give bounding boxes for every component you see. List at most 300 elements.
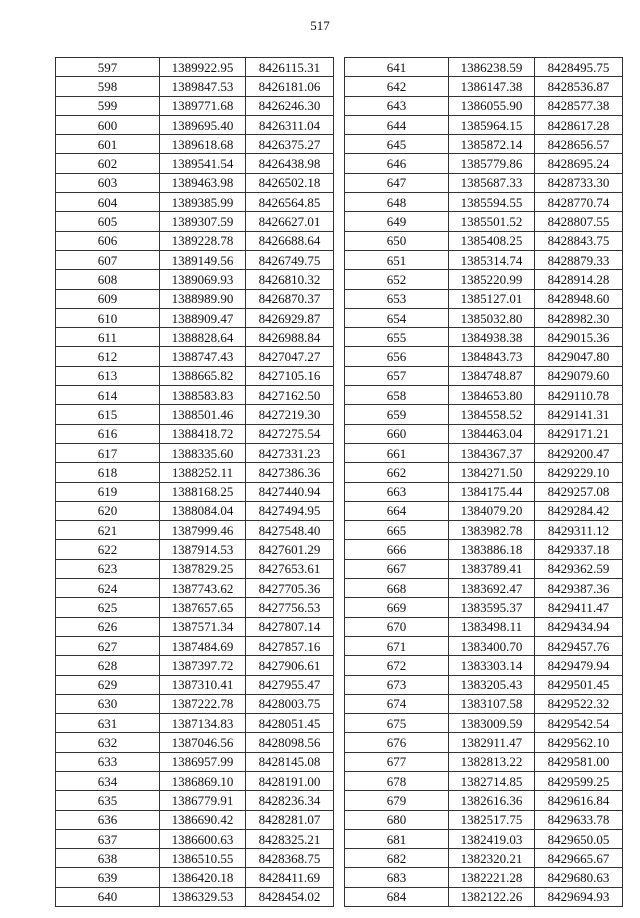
y-coordinate-cell: 8426688.64 [246,231,334,250]
y-coordinate-cell: 8428003.75 [246,694,334,713]
point-number-cell: 651 [345,250,449,269]
x-coordinate-cell: 1389385.99 [160,193,246,212]
point-number-cell: 602 [56,154,160,173]
y-coordinate-cell: 8427548.40 [246,521,334,540]
point-number-cell: 658 [345,386,449,405]
point-number-cell: 632 [56,733,160,752]
table-row [56,424,334,443]
point-number-cell: 655 [345,328,449,347]
y-coordinate-cell: 8427857.16 [246,636,334,655]
x-coordinate-cell: 1383692.47 [449,579,535,598]
table-row [345,386,623,405]
y-coordinate-cell: 8428695.24 [535,154,623,173]
point-number-cell: 662 [345,463,449,482]
table-row [345,135,623,154]
x-coordinate-cell: 1387484.69 [160,636,246,655]
y-coordinate-cell: 8429311.12 [535,521,623,540]
table-row [345,579,623,598]
y-coordinate-cell: 8426749.75 [246,250,334,269]
x-coordinate-cell: 1385220.99 [449,270,535,289]
table-row [56,579,334,598]
y-coordinate-cell: 8427440.94 [246,482,334,501]
point-number-cell: 621 [56,521,160,540]
y-coordinate-cell: 8428051.45 [246,714,334,733]
y-coordinate-cell: 8426564.85 [246,193,334,212]
x-coordinate-cell: 1389771.68 [160,96,246,115]
table-row [345,308,623,327]
x-coordinate-cell: 1386147.38 [449,77,535,96]
table-row [345,366,623,385]
table-row [56,386,334,405]
y-coordinate-cell: 8426988.84 [246,328,334,347]
table-row [345,405,623,424]
x-coordinate-cell: 1383789.41 [449,559,535,578]
point-number-cell: 633 [56,752,160,771]
x-coordinate-cell: 1385779.86 [449,154,535,173]
x-coordinate-cell: 1389695.40 [160,115,246,134]
x-coordinate-cell: 1388747.43 [160,347,246,366]
y-coordinate-cell: 8429501.45 [535,675,623,694]
table-row [345,443,623,462]
table-row [56,366,334,385]
y-coordinate-cell: 8428145.08 [246,752,334,771]
y-coordinate-cell: 8426627.01 [246,212,334,231]
point-number-cell: 674 [345,694,449,713]
y-coordinate-cell: 8427653.61 [246,559,334,578]
table-row [345,115,623,134]
x-coordinate-cell: 1382122.26 [449,887,535,906]
table-row [345,714,623,733]
table-row [345,733,623,752]
table-row [56,231,334,250]
point-number-cell: 664 [345,501,449,520]
x-coordinate-cell: 1387743.62 [160,579,246,598]
table-row [345,771,623,790]
y-coordinate-cell: 8427386.36 [246,463,334,482]
table-row [56,849,334,868]
x-coordinate-cell: 1387571.34 [160,617,246,636]
y-coordinate-cell: 8429200.47 [535,443,623,462]
point-number-cell: 670 [345,617,449,636]
point-number-cell: 659 [345,405,449,424]
x-coordinate-cell: 1384271.50 [449,463,535,482]
point-number-cell: 642 [345,77,449,96]
x-coordinate-cell: 1385501.52 [449,212,535,231]
table-row [56,250,334,269]
point-number-cell: 627 [56,636,160,655]
point-number-cell: 684 [345,887,449,906]
page-number: 517 [310,18,330,33]
x-coordinate-cell: 1387222.78 [160,694,246,713]
y-coordinate-cell: 8427906.61 [246,656,334,675]
y-coordinate-cell: 8426929.87 [246,308,334,327]
x-coordinate-cell: 1383009.59 [449,714,535,733]
point-number-cell: 599 [56,96,160,115]
x-coordinate-cell: 1384079.20 [449,501,535,520]
table-row [56,540,334,559]
point-number-cell: 617 [56,443,160,462]
x-coordinate-cell: 1382320.21 [449,849,535,868]
table-row [56,887,334,906]
point-number-cell: 607 [56,250,160,269]
table-row [56,501,334,520]
point-number-cell: 635 [56,791,160,810]
x-coordinate-cell: 1383205.43 [449,675,535,694]
point-number-cell: 643 [345,96,449,115]
point-number-cell: 679 [345,791,449,810]
y-coordinate-cell: 8428098.56 [246,733,334,752]
point-number-cell: 680 [345,810,449,829]
x-coordinate-cell: 1382517.75 [449,810,535,829]
table-row [56,328,334,347]
table-row [56,771,334,790]
y-coordinate-cell: 8427494.95 [246,501,334,520]
point-number-cell: 677 [345,752,449,771]
table-row [345,231,623,250]
table-row [56,598,334,617]
y-coordinate-cell: 8428577.38 [535,96,623,115]
table-row [56,96,334,115]
point-number-cell: 634 [56,771,160,790]
table-row [56,694,334,713]
x-coordinate-cell: 1389069.93 [160,270,246,289]
y-coordinate-cell: 8426311.04 [246,115,334,134]
y-coordinate-cell: 8429387.36 [535,579,623,598]
point-number-cell: 597 [56,58,160,77]
x-coordinate-cell: 1383595.37 [449,598,535,617]
table-row [56,829,334,848]
table-row [345,250,623,269]
x-coordinate-cell: 1386779.91 [160,791,246,810]
table-row [56,443,334,462]
table-row [56,656,334,675]
y-coordinate-cell: 8429694.93 [535,887,623,906]
table-row [345,694,623,713]
x-coordinate-cell: 1386600.63 [160,829,246,848]
table-row [345,656,623,675]
y-coordinate-cell: 8429457.76 [535,636,623,655]
x-coordinate-cell: 1388168.25 [160,482,246,501]
x-coordinate-cell: 1389463.98 [160,173,246,192]
point-number-cell: 610 [56,308,160,327]
x-coordinate-cell: 1387829.25 [160,559,246,578]
point-number-cell: 623 [56,559,160,578]
table-row [56,135,334,154]
x-coordinate-cell: 1388665.82 [160,366,246,385]
table-row [345,598,623,617]
y-coordinate-cell: 8428770.74 [535,193,623,212]
x-coordinate-cell: 1382419.03 [449,829,535,848]
point-number-cell: 663 [345,482,449,501]
y-coordinate-cell: 8429284.42 [535,501,623,520]
point-number-cell: 636 [56,810,160,829]
x-coordinate-cell: 1385408.25 [449,231,535,250]
y-coordinate-cell: 8426502.18 [246,173,334,192]
point-number-cell: 624 [56,579,160,598]
point-number-cell: 675 [345,714,449,733]
table-row [345,482,623,501]
point-number-cell: 668 [345,579,449,598]
y-coordinate-cell: 8427219.30 [246,405,334,424]
point-number-cell: 666 [345,540,449,559]
y-coordinate-cell: 8427955.47 [246,675,334,694]
coordinate-table-left [55,57,334,907]
table-row [56,810,334,829]
point-number-cell: 637 [56,829,160,848]
x-coordinate-cell: 1388084.04 [160,501,246,520]
table-row [56,675,334,694]
table-row [345,96,623,115]
table-row [345,347,623,366]
point-number-cell: 681 [345,829,449,848]
y-coordinate-cell: 8428236.34 [246,791,334,810]
table-row [345,868,623,887]
point-number-cell: 665 [345,521,449,540]
x-coordinate-cell: 1387134.83 [160,714,246,733]
table-row [345,752,623,771]
point-number-cell: 654 [345,308,449,327]
x-coordinate-cell: 1383498.11 [449,617,535,636]
table-row [56,115,334,134]
x-coordinate-cell: 1388828.64 [160,328,246,347]
table-row [345,810,623,829]
y-coordinate-cell: 8426438.98 [246,154,334,173]
point-number-cell: 614 [56,386,160,405]
y-coordinate-cell: 8426810.32 [246,270,334,289]
table-row [345,617,623,636]
table-row [345,328,623,347]
x-coordinate-cell: 1389618.68 [160,135,246,154]
y-coordinate-cell: 8429047.80 [535,347,623,366]
point-number-cell: 644 [345,115,449,134]
y-coordinate-cell: 8429665.67 [535,849,623,868]
point-number-cell: 650 [345,231,449,250]
point-number-cell: 661 [345,443,449,462]
table-row [345,193,623,212]
point-number-cell: 608 [56,270,160,289]
table-row [345,463,623,482]
y-coordinate-cell: 8426375.27 [246,135,334,154]
table-row [345,636,623,655]
table-row [56,733,334,752]
x-coordinate-cell: 1388583.83 [160,386,246,405]
x-coordinate-cell: 1388501.46 [160,405,246,424]
x-coordinate-cell: 1389307.59 [160,212,246,231]
table-row [345,212,623,231]
point-number-cell: 609 [56,289,160,308]
point-number-cell: 639 [56,868,160,887]
y-coordinate-cell: 8427807.14 [246,617,334,636]
y-coordinate-cell: 8428191.00 [246,771,334,790]
point-number-cell: 613 [56,366,160,385]
x-coordinate-cell: 1386055.90 [449,96,535,115]
point-number-cell: 647 [345,173,449,192]
point-number-cell: 605 [56,212,160,231]
point-number-cell: 649 [345,212,449,231]
point-number-cell: 640 [56,887,160,906]
table-row [56,77,334,96]
y-coordinate-cell: 8428411.69 [246,868,334,887]
table-row [345,424,623,443]
y-coordinate-cell: 8429581.00 [535,752,623,771]
point-number-cell: 601 [56,135,160,154]
point-number-cell: 629 [56,675,160,694]
table-row [56,559,334,578]
point-number-cell: 652 [345,270,449,289]
x-coordinate-cell: 1388252.11 [160,463,246,482]
x-coordinate-cell: 1387046.56 [160,733,246,752]
coordinate-table-right [344,57,623,907]
x-coordinate-cell: 1386329.53 [160,887,246,906]
y-coordinate-cell: 8427756.53 [246,598,334,617]
y-coordinate-cell: 8429110.78 [535,386,623,405]
x-coordinate-cell: 1386690.42 [160,810,246,829]
point-number-cell: 631 [56,714,160,733]
table-row [56,636,334,655]
y-coordinate-cell: 8429362.59 [535,559,623,578]
y-coordinate-cell: 8429337.18 [535,540,623,559]
point-number-cell: 603 [56,173,160,192]
x-coordinate-cell: 1385594.55 [449,193,535,212]
x-coordinate-cell: 1385964.15 [449,115,535,134]
y-coordinate-cell: 8429633.78 [535,810,623,829]
table-row [56,791,334,810]
y-coordinate-cell: 8427275.54 [246,424,334,443]
point-number-cell: 667 [345,559,449,578]
table-row [56,154,334,173]
point-number-cell: 618 [56,463,160,482]
x-coordinate-cell: 1386510.55 [160,849,246,868]
point-number-cell: 641 [345,58,449,77]
point-number-cell: 656 [345,347,449,366]
x-coordinate-cell: 1388418.72 [160,424,246,443]
x-coordinate-cell: 1388335.60 [160,443,246,462]
x-coordinate-cell: 1385032.80 [449,308,535,327]
point-number-cell: 600 [56,115,160,134]
table-row [56,212,334,231]
y-coordinate-cell: 8428495.75 [535,58,623,77]
x-coordinate-cell: 1388909.47 [160,308,246,327]
y-coordinate-cell: 8429479.94 [535,656,623,675]
x-coordinate-cell: 1389149.56 [160,250,246,269]
x-coordinate-cell: 1383400.70 [449,636,535,655]
y-coordinate-cell: 8428807.55 [535,212,623,231]
table-row [56,482,334,501]
table-row [56,193,334,212]
x-coordinate-cell: 1384843.73 [449,347,535,366]
table-row [56,521,334,540]
y-coordinate-cell: 8428982.30 [535,308,623,327]
table-row [56,347,334,366]
table-row [345,154,623,173]
x-coordinate-cell: 1385127.01 [449,289,535,308]
x-coordinate-cell: 1384175.44 [449,482,535,501]
table-row [56,270,334,289]
x-coordinate-cell: 1384938.38 [449,328,535,347]
y-coordinate-cell: 8427601.29 [246,540,334,559]
point-number-cell: 683 [345,868,449,887]
x-coordinate-cell: 1382714.85 [449,771,535,790]
y-coordinate-cell: 8429562.10 [535,733,623,752]
x-coordinate-cell: 1389541.54 [160,154,246,173]
x-coordinate-cell: 1384653.80 [449,386,535,405]
x-coordinate-cell: 1386957.99 [160,752,246,771]
y-coordinate-cell: 8427331.23 [246,443,334,462]
y-coordinate-cell: 8428368.75 [246,849,334,868]
x-coordinate-cell: 1387999.46 [160,521,246,540]
y-coordinate-cell: 8426115.31 [246,58,334,77]
table-row [345,270,623,289]
x-coordinate-cell: 1387397.72 [160,656,246,675]
point-number-cell: 657 [345,366,449,385]
y-coordinate-cell: 8427047.27 [246,347,334,366]
x-coordinate-cell: 1387310.41 [160,675,246,694]
x-coordinate-cell: 1386420.18 [160,868,246,887]
table-row [56,868,334,887]
y-coordinate-cell: 8429229.10 [535,463,623,482]
point-number-cell: 611 [56,328,160,347]
y-coordinate-cell: 8428843.75 [535,231,623,250]
table-row [56,714,334,733]
point-number-cell: 598 [56,77,160,96]
x-coordinate-cell: 1384748.87 [449,366,535,385]
x-coordinate-cell: 1389922.95 [160,58,246,77]
y-coordinate-cell: 8429411.47 [535,598,623,617]
y-coordinate-cell: 8428281.07 [246,810,334,829]
point-number-cell: 682 [345,849,449,868]
point-number-cell: 616 [56,424,160,443]
point-number-cell: 622 [56,540,160,559]
table-row [56,289,334,308]
y-coordinate-cell: 8428879.33 [535,250,623,269]
table-row [56,405,334,424]
y-coordinate-cell: 8429171.21 [535,424,623,443]
point-number-cell: 625 [56,598,160,617]
table-row [345,173,623,192]
table-row [345,675,623,694]
y-coordinate-cell: 8428617.28 [535,115,623,134]
x-coordinate-cell: 1385872.14 [449,135,535,154]
table-row [345,521,623,540]
point-number-cell: 628 [56,656,160,675]
y-coordinate-cell: 8429680.63 [535,868,623,887]
table-row [56,752,334,771]
point-number-cell: 630 [56,694,160,713]
point-number-cell: 646 [345,154,449,173]
x-coordinate-cell: 1382616.36 [449,791,535,810]
point-number-cell: 620 [56,501,160,520]
point-number-cell: 671 [345,636,449,655]
table-row [56,617,334,636]
table-row [56,308,334,327]
y-coordinate-cell: 8428656.57 [535,135,623,154]
y-coordinate-cell: 8427705.36 [246,579,334,598]
table-row [345,58,623,77]
x-coordinate-cell: 1389847.53 [160,77,246,96]
y-coordinate-cell: 8426181.06 [246,77,334,96]
point-number-cell: 669 [345,598,449,617]
y-coordinate-cell: 8429542.54 [535,714,623,733]
y-coordinate-cell: 8429650.05 [535,829,623,848]
point-number-cell: 645 [345,135,449,154]
point-number-cell: 673 [345,675,449,694]
y-coordinate-cell: 8429434.94 [535,617,623,636]
x-coordinate-cell: 1385687.33 [449,173,535,192]
y-coordinate-cell: 8428733.30 [535,173,623,192]
table-row [345,791,623,810]
table-row [345,540,623,559]
table-row [345,77,623,96]
